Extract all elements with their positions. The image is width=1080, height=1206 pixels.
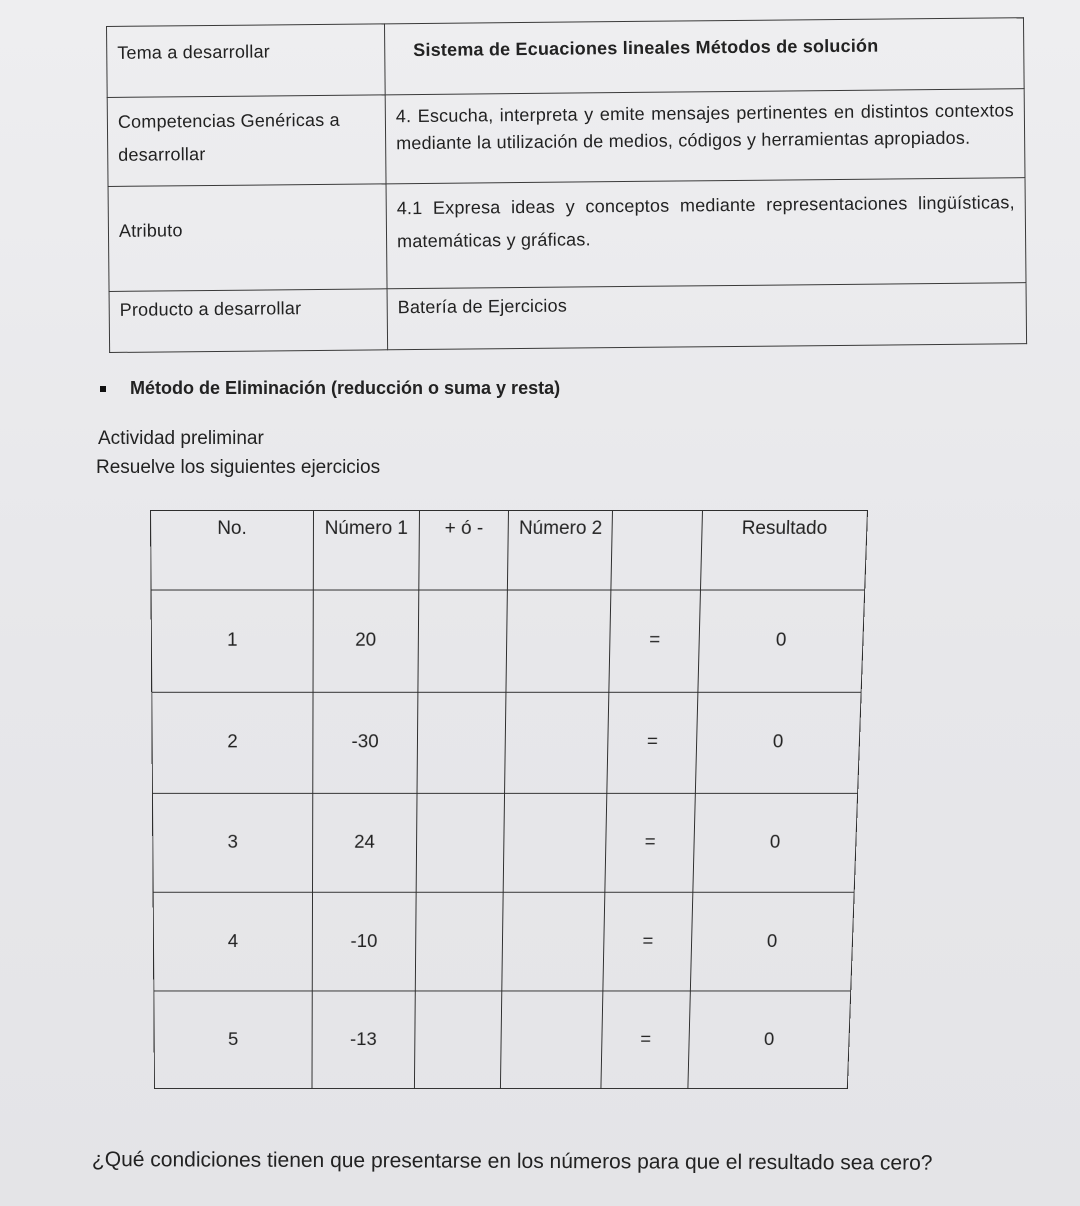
row-number1: -30 (313, 692, 418, 793)
row-result: 0 (695, 692, 861, 793)
header-no: No. (151, 510, 314, 590)
row-equals: = (601, 991, 690, 1088)
row-operator-blank[interactable] (415, 893, 503, 992)
exercise-header-row (151, 510, 868, 590)
row-number1: -10 (312, 893, 416, 992)
header-equals (611, 510, 702, 590)
info-table (106, 17, 1027, 353)
row-equals: = (603, 893, 693, 992)
row-no: 4 (153, 893, 312, 992)
header-number2: Número 2 (508, 510, 613, 590)
attribute-row (108, 178, 1026, 292)
topic-value: Sistema de Ecuaciones lineales Métodos de solución (384, 18, 1024, 95)
row-no: 2 (152, 692, 313, 793)
competencies-value: 4. Escucha, interpreta y emite mensajes pertinentes en distintos contextos mediante la utilización de medios, códigos y herramientas apropiados. (385, 89, 1025, 184)
row-operator-blank[interactable] (416, 793, 505, 893)
header-result: Resultado (700, 510, 867, 590)
competencies-label: Competencias Genéricas a desarrollar (107, 95, 386, 187)
header-number1: Número 1 (313, 510, 419, 590)
exercise-row (151, 590, 865, 692)
row-number2-blank[interactable] (502, 893, 605, 992)
product-row (109, 283, 1027, 353)
row-no: 1 (151, 590, 313, 692)
exercise-row (152, 692, 861, 793)
header-operator: + ó - (419, 510, 509, 590)
topic-row (107, 18, 1025, 98)
row-no: 3 (152, 793, 312, 893)
row-number2-blank[interactable] (506, 590, 611, 692)
bullet-icon (100, 386, 106, 392)
row-equals: = (607, 692, 698, 793)
row-result: 0 (688, 991, 851, 1088)
row-operator-blank[interactable] (417, 692, 507, 793)
exercise-row (153, 893, 854, 992)
preliminary-activity-label: Actividad preliminar (98, 428, 264, 449)
row-number1: 20 (313, 590, 419, 692)
product-value: Batería de Ejercicios (387, 283, 1027, 350)
section-heading (100, 378, 560, 399)
row-result: 0 (690, 893, 854, 992)
topic-label: Tema a desarrollar (107, 24, 386, 98)
row-number1: 24 (312, 793, 416, 893)
section-heading-text: Método de Eliminación (reducción o suma y resta) (130, 378, 561, 398)
instruction-text: Resuelve los siguientes ejercicios (96, 457, 381, 478)
row-equals: = (609, 590, 700, 692)
attribute-value: 4.1 Expresa ideas y conceptos mediante representaciones lingüísticas, matemáticas y gráficas. (386, 178, 1026, 289)
exercise-row (154, 991, 851, 1088)
row-operator-blank[interactable] (414, 991, 502, 1088)
product-label: Producto a desarrollar (109, 289, 388, 353)
row-number1: -13 (312, 991, 415, 1088)
row-number2-blank[interactable] (504, 793, 608, 893)
row-number2-blank[interactable] (501, 991, 603, 1088)
row-operator-blank[interactable] (418, 590, 508, 692)
competencies-row (107, 89, 1025, 187)
row-equals: = (605, 793, 695, 893)
row-no: 5 (154, 991, 312, 1088)
attribute-label: Atributo (108, 184, 387, 292)
row-result: 0 (698, 590, 865, 692)
row-number2-blank[interactable] (505, 692, 609, 793)
row-result: 0 (693, 793, 858, 893)
question-text: ¿Qué condiciones tienen que presentarse en los números para que el resultado sea cero? (91, 1148, 933, 1175)
exercise-table (150, 510, 868, 1089)
exercise-row (152, 793, 857, 893)
